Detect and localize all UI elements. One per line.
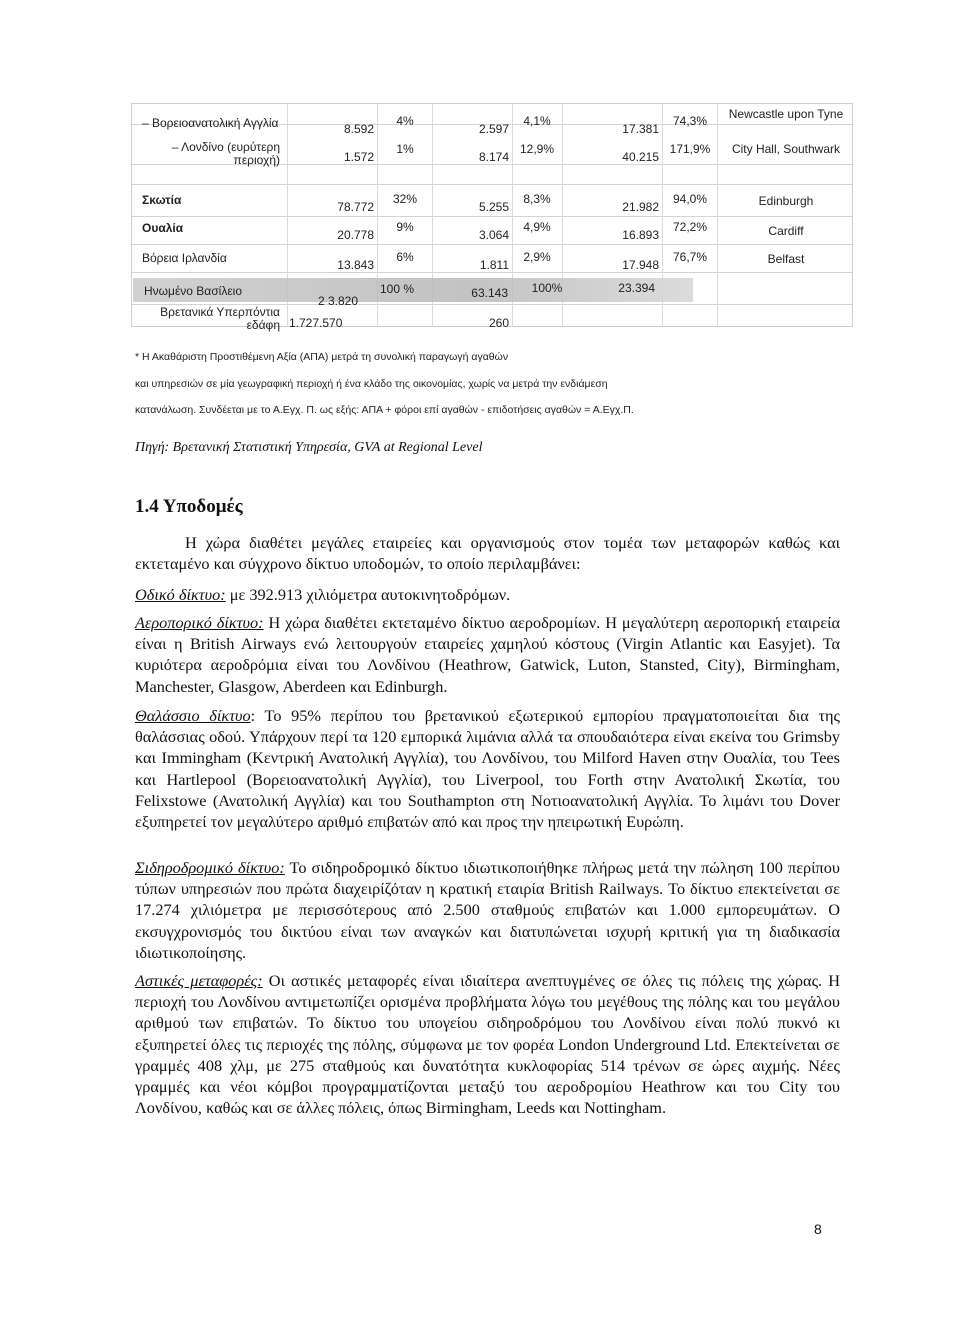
intro-paragraph: Η χώρα διαθέτει μεγάλες εταιρείες και οργανισμούς στον τομέα των μεταφορών καθώς και εκτεταμένο και σύγχρονο δίκτυο υποδομών, το οποίο περιλαμβάνει: [135,533,840,574]
region-name: – Βορειοανατολική Αγγλία [142,116,279,130]
capital-city: Newcastle upon Tyne [728,107,844,121]
percent-3: 72,2% [672,220,708,234]
value-3: 17.948 [622,258,659,272]
source-citation: Πηγή: Βρετανική Στατιστική Υπηρεσία, GVA at Regional Level [135,440,483,455]
region-name: Βρετανικά Υπερπόντια [160,305,280,319]
sea-network-label: Θαλάσσιο δίκτυο [135,706,251,725]
footnote-line: κατανάλωση. Συνδέεται με το Α.Εγχ. Π. ως εξής: ΑΠΑ + φόροι επί αγαθών - επιδοτήσεις αγαθών = Α.Εγχ.Π. [135,404,634,416]
value-3: 21.982 [622,200,659,214]
urban-transport-label: Αστικές μεταφορές: [135,971,263,990]
value-3: 17.381 [622,122,659,136]
value-2: 3.064 [478,228,509,242]
capital-city: City Hall, Southwark [731,142,841,156]
percent-1: 32% [392,192,418,206]
value-1: 20.778 [337,228,374,242]
region-name-continued: περιοχή) [233,153,280,167]
road-network-text: με 392.913 χιλιόμετρα αυτοκινητοδρόμων. [225,585,511,604]
regional-statistics-table [131,103,853,332]
percent-1: 6% [396,250,414,264]
region-name: Ηνωμένο Βασίλειο [144,284,243,298]
percent-2: 100% [531,281,563,295]
region-name: Βόρεια Ιρλανδία [142,251,227,265]
percent-2: 2,9% [523,250,551,264]
percent-1: 1% [396,142,414,156]
value-2: 63.143 [471,286,508,300]
percent-3: 76,7% [672,250,708,264]
region-name: Σκωτία [142,193,182,207]
air-network-text: Η χώρα διαθέτει εκτεταμένο δίκτυο αεροδρομίων. Η μεγαλύτερη αεροπορική εταιρεία είναι η British Airways ενώ λειτουργούν εταιρείες χαμηλού κόστους (Virgin Atlantic και Easyjet). Τα κυριότερα αεροδρόμια είναι του Λονδίνου (Heathrow, Gatwick, Luton, Stansted, City), Birmingham, Manchester, Glasgow, Aberdeen και Edinburgh. [135,613,840,696]
region-name-continued: εδάφη [246,318,280,332]
footnote-line: * Η Ακαθάριστη Προστιθέμενη Αξία (ΑΠΑ) μετρά τη συνολική παραγωγή αγαθών [135,351,509,363]
value-1: 8.592 [343,122,374,136]
value-1: 1.727.570 [289,316,343,330]
capital-city: Cardiff [768,224,804,238]
value-1: 13.843 [337,258,374,272]
section-heading: 1.4 Υποδομές [135,496,243,517]
percent-2: 4,1% [523,114,551,128]
sea-network-text: : Το 95% περίπου του βρετανικού εξωτερικού εμπορίου πραγματοποιείται δια της θαλάσσιας οδού. Υπάρχουν περί τα 120 εμπορικά λιμάνια αλλά τα σπουδαιότερα είναι εκείνα του Grimsby και Immingham (Κεντρική Ανατολική Αγγλία), του Λονδίνου, του Milford Haven στην Ουαλία, του Tees και Hartlepool (Βορειοανατολική Αγγλία), του Liverpool, του Forth στην Ανατολική Σκωτία, του Felixstowe (Ανατολική Αγγλία) και του Southampton στη Νοτιοανατολική Αγγλία. Το λιμάνι του Dover εξυπηρετεί τον μεγαλύτερο αριθμό επιβατών από και προς την ηπειρωτική Ευρώπη. [135,706,840,832]
sea-network-paragraph [135,705,840,832]
page-number: 8 [814,1221,822,1237]
percent-3: 171,9% [669,142,711,156]
percent-3: 94,0% [672,192,708,206]
value-1: 2 3.820 [317,294,358,308]
rail-network-text: Το σιδηροδρομικό δίκτυο ιδιωτικοποιήθηκε πλήρως μετά την πώληση 100 περίπου τύπων υπηρεσιών που πρώτα διαχειρίζόταν η κρατική εταιρία British Railways. Το δίκτυο επεκτείνεται σε 17.274 χιλιόμετρα με περισσότερους από 2.500 σταθμούς επιβατών και 1.000 εμπορευμάτων. Ο εκσυγχρονισμός του δικτύου είναι των αναγκών και διατυπώνεται ισχυρή κριτική για τη διαδικασία ιδιωτικοποίησης. [135,858,840,962]
percent-2: 8,3% [523,192,551,206]
percent-2: 4,9% [523,220,551,234]
urban-transport-text: Οι αστικές μεταφορές είναι ιδιαίτερα ανεπτυγμένες σε όλες τις πόλεις της χώρας. Η περιοχή του Λονδίνου αντιμετωπίζει ορισμένα προβλήματα λόγω του μεγέθους της πόλης και του μεγάλου αριθμού των επιβατών. Το δίκτυο του υπογείου σιδηροδρόμου του Λονδίνου είναι πολύ πυκνό κι εξυπηρετεί όλες τις περιοχές της πόλης, σύμφωνα με τον φορέα London Underground Ltd. Επεκτείνεται σε γραμμές 408 χλμ, με 275 σταθμούς και δυνατότητα κυκλοφορίας 514 τρένων σε ώρες αιχμής. Νέες γραμμές και νέοι κόμβοι προγραμματίζονται μεταξύ του αεροδρομίου Heathrow και του City του Λονδίνου, καθώς και σε άλλες πόλεις, όπως Birmingham, Leeds και Nottingham. [135,971,840,1118]
percent-2: 12,9% [519,142,555,156]
road-network-paragraph [135,584,840,605]
value-1: 1.572 [343,150,374,164]
value-2: 2.597 [478,122,509,136]
percent-3: 74,3% [672,114,708,128]
percent-1: 100 % [379,282,415,296]
value-2: 260 [488,316,509,330]
air-network-label: Αεροπορικό δίκτυο: [135,613,264,632]
percent-1: 4% [396,114,414,128]
value-3: 16.893 [622,228,659,242]
urban-transport-paragraph [135,970,840,1118]
region-name: Ουαλία [142,221,184,235]
air-network-paragraph [135,612,840,697]
value-2: 5.255 [478,200,509,214]
rail-network-label: Σιδηροδρομικό δίκτυο: [135,858,285,877]
footnote-line: και υπηρεσιών σε μία γεωγραφική περιοχή ή ένα κλάδο της οικονομίας, χωρίς να μετρά την ενδιάμεση [135,378,608,390]
value-1: 78.772 [337,200,374,214]
percent-1: 9% [396,220,414,234]
road-network-label: Οδικό δίκτυο: [135,585,226,604]
rail-network-paragraph [135,857,840,963]
capital-city: Edinburgh [758,194,814,208]
value-3: 23.394 [618,281,655,295]
value-2: 8.174 [478,150,509,164]
value-3: 40.215 [622,150,659,164]
region-name: – Λονδίνο (ευρύτερη [171,140,280,154]
capital-city: Belfast [767,252,805,266]
value-2: 1.811 [479,258,509,272]
